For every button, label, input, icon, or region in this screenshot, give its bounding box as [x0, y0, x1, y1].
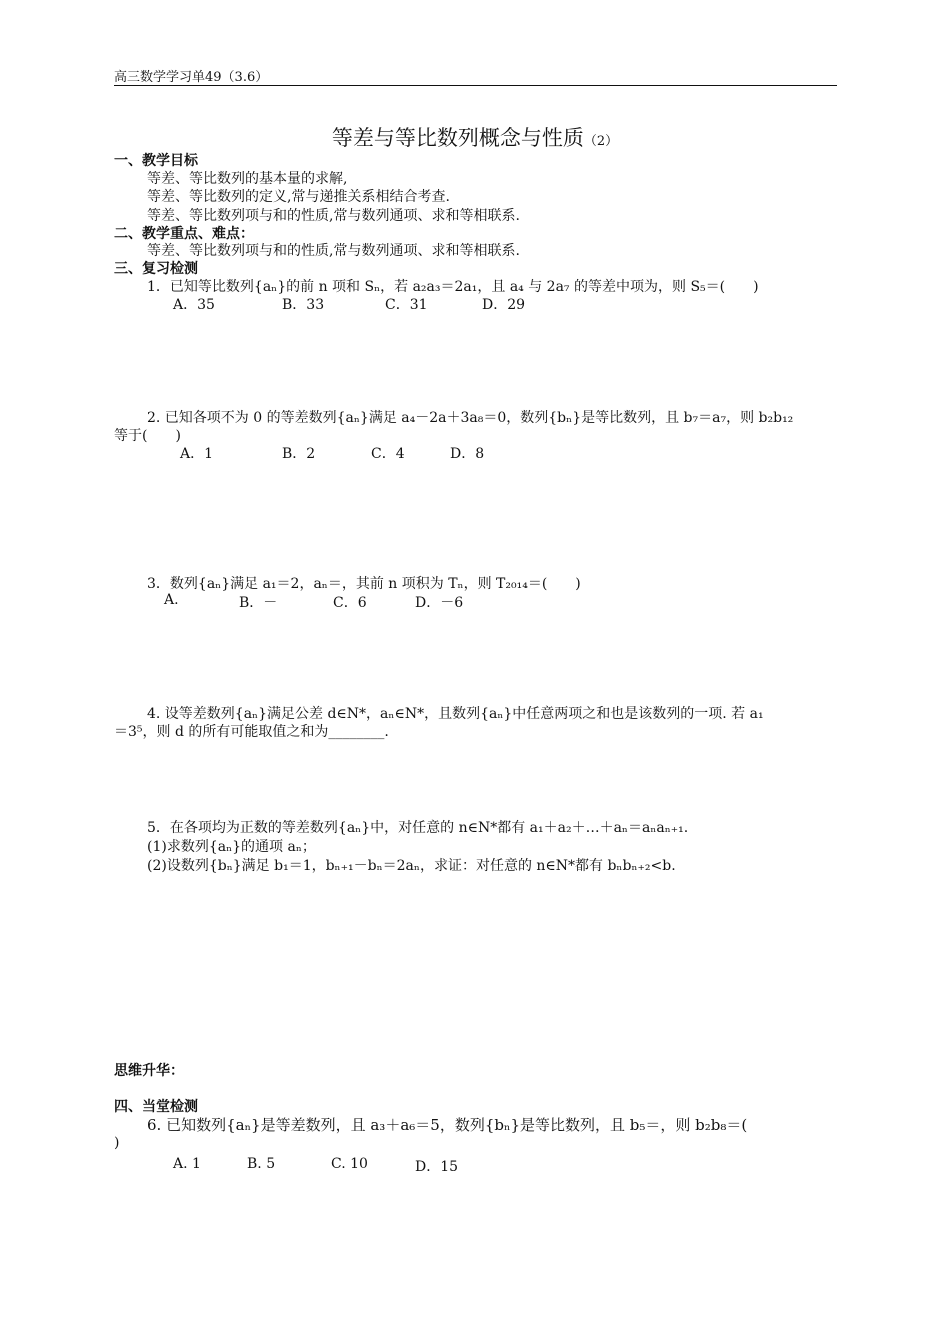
key-points-heading: 二、教学重点、难点： — [114, 226, 254, 242]
question-3-text: 3．数列{aₙ}满足 a₁＝2，aₙ＝，其前 n 项积为 Tₙ，则 T₂₀₁₄＝( ) — [147, 576, 581, 592]
question-1-option-d: D．29 — [482, 297, 526, 313]
page-title — [0, 122, 950, 152]
key-point-item: 等差、等比数列项与和的性质,常与数列通项、求和等相联系. — [147, 243, 520, 259]
question-2-option-a: A．1 — [180, 446, 214, 462]
thinking-heading: 思维升华： — [114, 1063, 184, 1079]
question-6-option-a: A. 1 — [173, 1156, 201, 1172]
goal-item: 等差、等比数列的基本量的求解, — [147, 171, 348, 187]
question-3-option-a: A. — [164, 592, 179, 608]
question-6-line-1: 6. 已知数列{aₙ}是等差数列，且 a₃＋a₆＝5，数列{bₙ}是等比数列，且 b₅＝，则 b₂b₈＝( — [147, 1116, 748, 1134]
question-4-line-1: 4. 设等差数列{aₙ}满足公差 d∈N*，aₙ∈N*，且数列{aₙ}中任意两项之和也是该数列的一项. 若 a₁ — [147, 706, 764, 722]
title-main: 等差与等比数列概念与性质 — [331, 126, 584, 150]
question-2-line-2: 等于( ) — [114, 428, 181, 444]
question-2-option-b: B．2 — [282, 446, 316, 462]
header-rule — [114, 85, 837, 86]
page-header: 高三数学学习单49（3.6） — [114, 70, 269, 85]
question-1-option-c: C．31 — [385, 297, 428, 313]
question-2-option-d: D．8 — [450, 446, 485, 462]
question-5-line-3: (2)设数列{bₙ}满足 b₁＝1，bₙ₊₁－bₙ＝2aₙ，求证：对任意的 n∈N*都有 bₙbₙ₊₂<b. — [147, 858, 676, 874]
question-6-option-d: D．15 — [415, 1159, 459, 1175]
question-3-option-d: D．－6 — [415, 595, 464, 611]
question-2-line-1: 2. 已知各项不为 0 的等差数列{aₙ}满足 a₄－2a＋3a₈＝0，数列{bₙ}是等比数列，且 b₇＝a₇，则 b₂b₁₂ — [147, 410, 794, 426]
question-6-line-2: ) — [114, 1135, 120, 1151]
goal-item: 等差、等比数列项与和的性质,常与数列通项、求和等相联系. — [147, 208, 520, 224]
question-4-line-2: ＝3⁵，则 d 的所有可能取值之和为________. — [114, 724, 389, 740]
question-3-option-b: B．－ — [239, 595, 278, 611]
question-3-option-c: C．6 — [333, 595, 367, 611]
title-suffix: （2） — [583, 134, 619, 149]
question-6-option-b: B. 5 — [247, 1156, 276, 1172]
question-1-text: 1．已知等比数列{aₙ}的前 n 项和 Sₙ，若 a₂a₃＝2a₁，且 a₄ 与 2a₇ 的等差中项为，则 S₅＝( ) — [147, 279, 759, 295]
question-2-option-c: C．4 — [371, 446, 405, 462]
question-5-line-2: (1)求数列{aₙ}的通项 aₙ； — [147, 839, 316, 855]
goals-heading: 一、教学目标 — [114, 153, 198, 169]
goal-item: 等差、等比数列的定义,常与递推关系相结合考查. — [147, 189, 450, 205]
question-6-option-c: C. 10 — [331, 1156, 368, 1172]
question-5-line-1: 5．在各项均为正数的等差数列{aₙ}中，对任意的 n∈N*都有 a₁＋a₂＋…＋aₙ＝aₙaₙ₊₁. — [147, 820, 689, 836]
review-heading: 三、复习检测 — [114, 261, 198, 277]
question-1-option-b: B．33 — [282, 297, 325, 313]
question-1-option-a: A．35 — [173, 297, 215, 313]
class-test-heading: 四、当堂检测 — [114, 1099, 198, 1115]
